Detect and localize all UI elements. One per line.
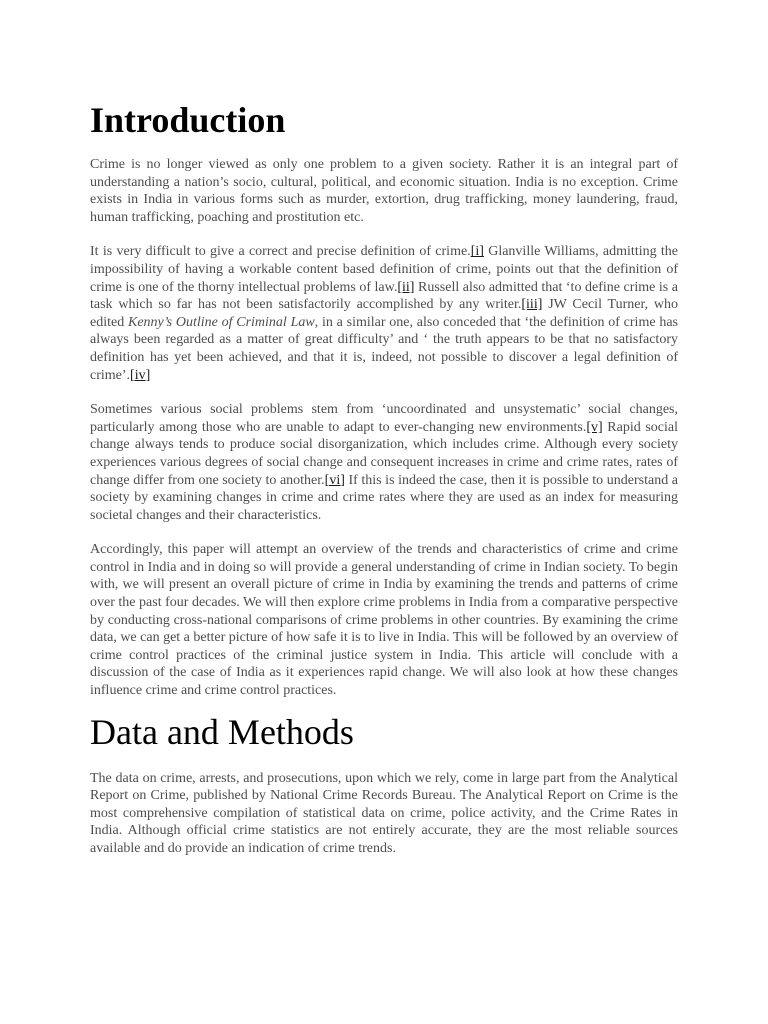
intro-paragraph-3 — [90, 401, 678, 524]
methods-paragraph-1: The data on crime, arrests, and prosecutions, upon which we rely, come in large part from the Analytical Report on Crime, published by National Crime Records Bureau. The Analytical Report on Crime is the most comprehensive compilation of statistical data on crime, police activity, and the Crime Rates in India. Although official crime statistics are not entirely accurate, they are the most reliable sources available and do provide an indication of crime trends. — [90, 770, 678, 856]
introduction-heading: Introduction — [90, 100, 286, 140]
p2-text-2: Glanville Williams, admitting the impossibility of having a workable content based definition of crime, points out that the definition of crime is one of the thorny intellectual problems of law. — [90, 244, 679, 295]
p2-text-4: JW Cecil Turner, who edited — [90, 297, 678, 330]
data-and-methods-heading: Data and Methods — [90, 711, 354, 752]
p3-text-3: If this is indeed the case, then it is possible to understand a society by examining changes in crime and crime rates where they are used as an index for measuring societal changes and their characteristics. — [90, 472, 678, 523]
intro-paragraph-4: Accordingly, this paper will attempt an overview of the trends and characteristics of crime and crime control in India and in doing so will provide a general understanding of crime in Indian society. To begin with, we will present an overall picture of crime in India by examining the trends and patterns of crime over the past four decades. We will then explore crime problems in India from a comparative perspective by conducting cross-national comparisons of crime problems in other countries. By examining the crime data, we can get a better picture of how safe it is to live in India. This will be followed by an overview of crime control practices of the criminal justice system in India. This article will conclude with a discussion of the case of India as it experiences rapid change. We will also look at how these changes influence crime and crime control practices. — [90, 542, 678, 699]
footnote-link-v[interactable]: [v] — [586, 419, 603, 435]
footnote-link-ii[interactable]: [ii] — [397, 279, 415, 295]
document-page — [90, 98, 678, 858]
footnote-link-i[interactable]: [i] — [470, 244, 484, 260]
p2-text-5: , in a similar one, also conceded that ‘the definition of crime has always been regarded as a matter of great difficulty’ and ‘ the truth appears to be that no satisfactory definition has yet been achieved, and that it is, indeed, not possible to discover a legal definition of crime’. — [90, 314, 678, 383]
p3-text-1: Sometimes various social problems stem from ‘uncoordinated and unsystematic’ social changes, particularly among those who are unable to adapt to ever-changing new environments. — [90, 402, 678, 435]
p2-text-1: It is very difficult to give a correct and precise definition of crime. — [90, 244, 471, 260]
intro-paragraph-2 — [90, 243, 678, 384]
footnote-link-iii[interactable]: [iii] — [521, 297, 543, 313]
p2-text-3: Russell also admitted that ‘to define crime is a task which so far has not been satisfactorily accomplished by any writer. — [90, 279, 678, 313]
book-title: Kenny’s Outline of Criminal Law — [127, 314, 315, 330]
footnote-link-iv[interactable]: [iv] — [130, 367, 151, 383]
p3-text-2: Rapid social change always tends to produce social disorganization, which includes crime. Although every society experiences various degrees of social change and consequent increases in crime and crime rates, rates of change differ from one society to another. — [90, 419, 678, 488]
footnote-link-vi[interactable]: [vi] — [324, 472, 345, 488]
intro-paragraph-1: Crime is no longer viewed as only one problem to a given society. Rather it is an integral part of understanding a nation’s socio, cultural, political, and economic situation. India is no exception. Crime exists in India in various forms such as murder, extortion, drug trafficking, money laundering, fraud, human trafficking, poaching and prostitution etc. — [90, 157, 678, 225]
